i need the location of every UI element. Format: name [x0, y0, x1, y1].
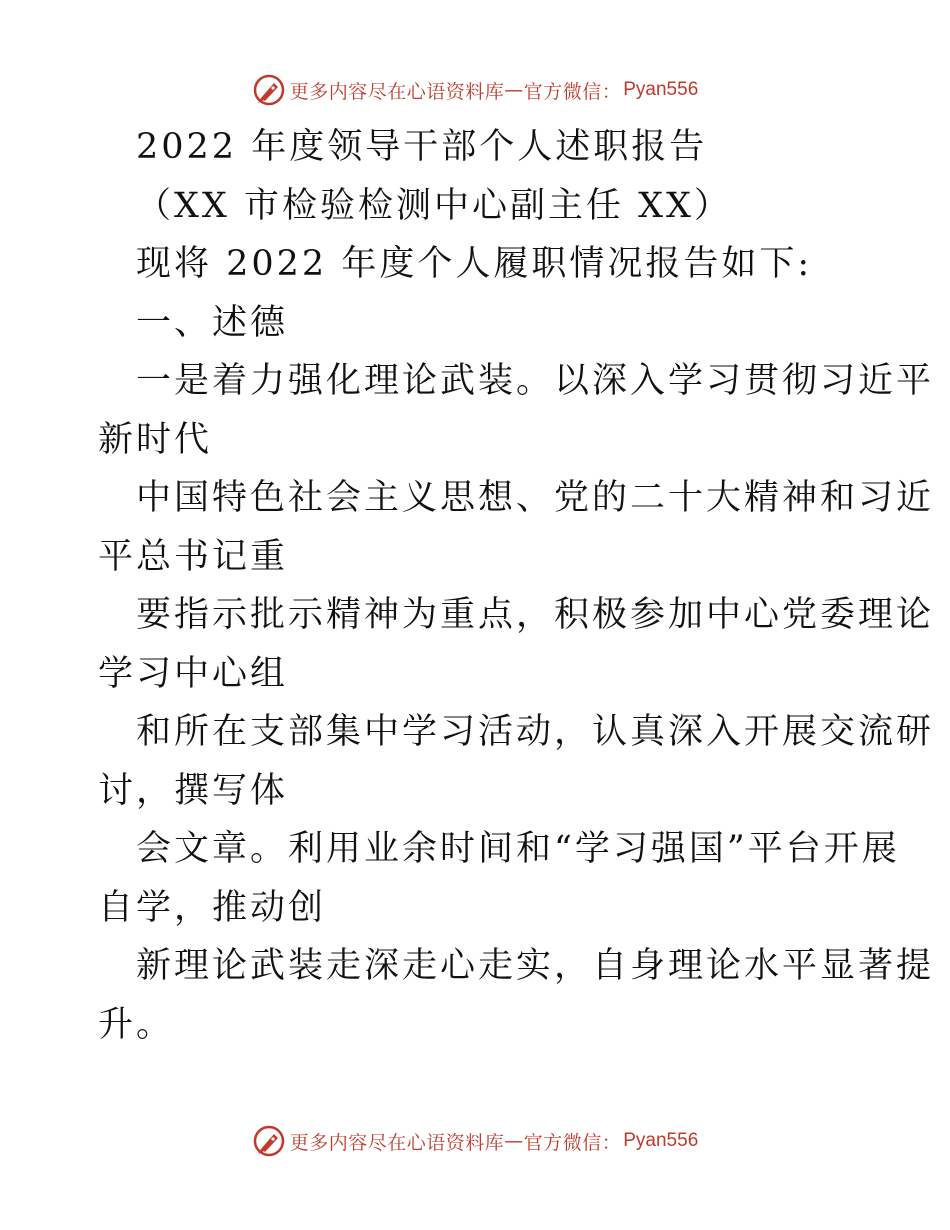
pen-nib-logo-icon: [252, 73, 286, 107]
watermark-separator: —: [504, 1130, 524, 1152]
text-line: 要指示批示精神为重点，积极参加中心党委理论: [136, 595, 935, 635]
document-body: [98, 118, 935, 1054]
text-line: 讨，撰写体: [98, 770, 289, 811]
watermark-official-text: 官方微信：: [523, 80, 622, 103]
pen-nib-logo-icon: [252, 1124, 286, 1158]
text-line: 平总书记重: [98, 536, 289, 577]
watermark-banner-bottom: [0, 1121, 950, 1161]
text-line: 会文章。利用业余时间和“学习强国”平台开展: [136, 829, 900, 869]
watermark-handle: Pyan556: [623, 79, 699, 100]
text-line: 一是着力强化理论武装。以深入学习贯彻习近平: [136, 361, 935, 401]
section-heading: 一、述德: [136, 302, 289, 343]
document-title: 2022 年度领导干部个人述职报告: [136, 127, 708, 167]
text-line: 新时代: [98, 419, 213, 460]
text-line: 自学，推动创: [98, 887, 327, 928]
document-subtitle: （XX 市检验检测中心副主任 XX）: [136, 185, 732, 226]
text-line: 和所在支部集中学习活动，认真深入开展交流研: [136, 712, 935, 752]
watermark-official-text: 官方微信：: [523, 1131, 622, 1154]
text-line: 新理论武装走深走心走实，自身理论水平显著提: [136, 946, 935, 986]
text-line: 升。: [98, 1004, 175, 1045]
watermark-banner-top: [0, 70, 950, 110]
text-line: 现将 2022 年度个人履职情况报告如下:: [136, 244, 813, 284]
watermark-handle: Pyan556: [623, 1130, 699, 1151]
text-line: 学习中心组: [98, 653, 289, 694]
watermark-separator: —: [504, 79, 524, 101]
text-line: 中国特色社会主义思想、党的二十大精神和习近: [136, 478, 935, 518]
watermark-brand-text: 更多内容尽在心语资料库: [289, 1131, 505, 1154]
watermark-brand-text: 更多内容尽在心语资料库: [289, 80, 505, 103]
